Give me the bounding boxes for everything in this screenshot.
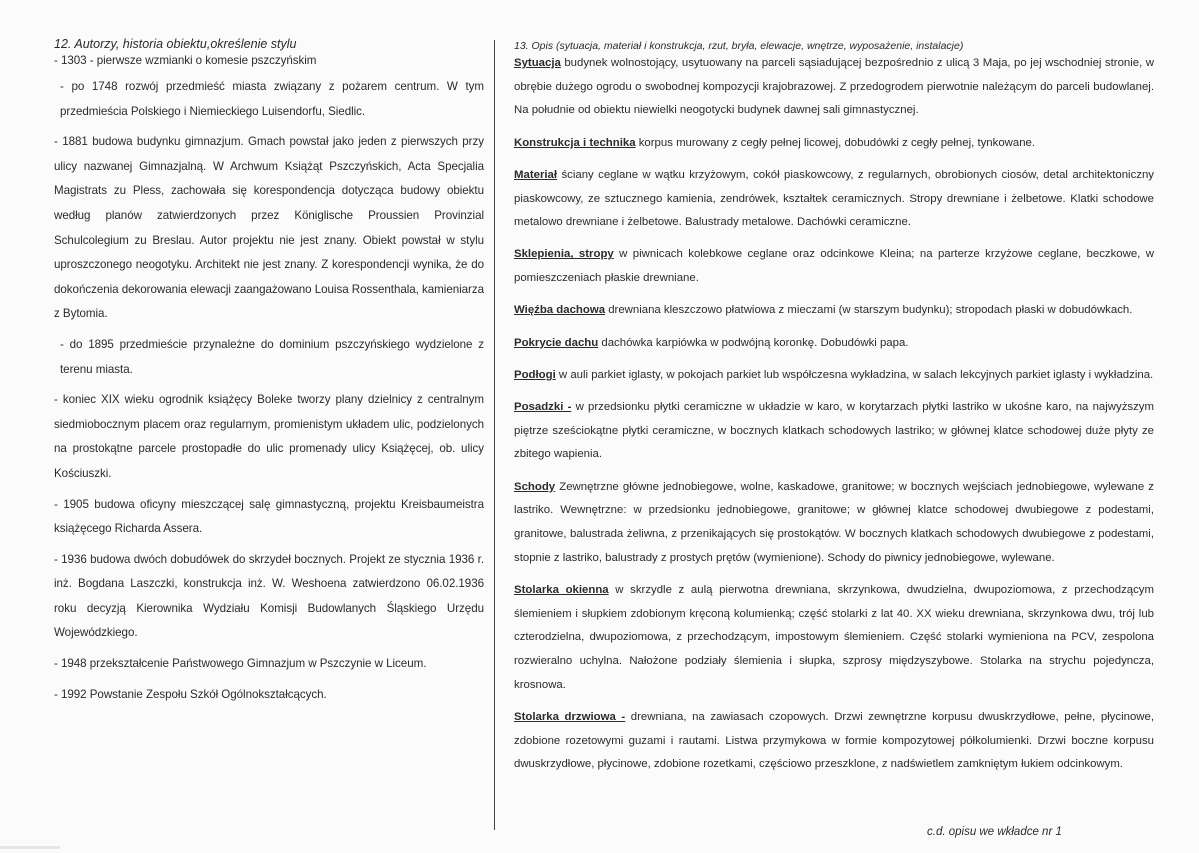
history-entry: - 1881 budowa budynku gimnazjum. Gmach powstał jako jeden z pierwszych przy ulicy nazwanej Gimnazjalną. W Archwum Książąt Pszczyńskich, Acta Specjalia Magistrats zu Pless, zachowała się korespondencja dotycząca budowy obiektu według planów zatwierdzonych przez Königlische Proussien Provinzial Schulcolegium zu Breslau. Autor projektu nie jest znany. Obiekt powstał w stylu uproszczonego neogotyku. Architekt nie jest znany. Z korespondencji wynika, że do dokończenia dekorowania elewacji zaangażowano Louisa Rossenthala, kamieniarza z Bytomia. [54, 135, 484, 321]
section-term: Materiał [514, 168, 558, 181]
section-term: Stolarka drzwiowa - [514, 710, 626, 723]
section-text: budynek wolnostojący, usytuowany na parceli sąsiadującej bezpośrednio z ulicą 3 Maja, po jej wschodniej stronie, w obrębie dużego ogrodu o swobodnej kompozycji krajobrazowej. Z przedogrodem pierwotnie należącym do parceli budowlanej. Na południe od obiektu niewielki neogotycki budynek dawnej sali gimnastycznej. [514, 57, 1154, 117]
history-entry: - po 1748 rozwój przedmieść miasta związany z pożarem centrum. W tym przedmieścia Polskiego i Niemieckiego Luisendorfu, Siedlic. [60, 80, 484, 118]
section-text: ściany ceglane w wątku krzyżowym, cokół piaskowcowy, z regularnych, obrobionych ciosów, detal architektoniczny piaskowcowy, ze sztucznego kamienia, zendrówek, kształtek ceramicznych. Stropy drewniane i żelbetowe. Klatki schodowe metalowo drewniane i żelbetowe. Balustrady metalowe. Dachówki ceramiczne. [514, 168, 1154, 229]
scan-edge-mark [0, 846, 60, 849]
description-section-sklepienia [514, 243, 1154, 290]
description-section-schody [514, 476, 1154, 571]
section-term: Stolarka okienna [514, 583, 609, 596]
section-term: Sytuacja [514, 57, 561, 69]
section-text: korpus murowany z cegły pełnej licowej, dobudówki z cegły pełnej, tynkowane. [635, 136, 1036, 149]
history-entry: - 1905 budowa oficyny mieszczącej salę gimnastyczną, projektu Kreisbaumeistra książęcego Richarda Assera. [54, 497, 484, 536]
section-text: w auli parkiet iglasty, w pokojach parkiet lub współczesna wykładzina, w salach lekcyjnych parkiet iglasty i wykładzina. [555, 368, 1154, 381]
section-term: Podłogi [514, 368, 556, 381]
description-section-posadzki [514, 396, 1154, 467]
section-term: Schody [514, 480, 556, 493]
section-term: Pokrycie dachu [514, 336, 599, 349]
description-column [514, 40, 1154, 785]
column-divider [494, 40, 495, 830]
description-section-sytuacja [514, 52, 1154, 123]
description-section-stolarka-okienna [514, 579, 1154, 698]
description-section-material [514, 164, 1154, 235]
section-term: Więźba dachowa [514, 304, 606, 317]
description-section-stolarka-drzwiowa [514, 706, 1154, 777]
section-term: Sklepienia, stropy [514, 248, 614, 261]
section-text: w przedsionku płytki ceramiczne w układzie w karo, w korytarzach płytki lastriko w ukośne karo, na najwyższym piętrze sześciokątne płytki ceramiczne, w bocznych klatkach schodowych lastriko; w głównej klatce schodowej duże płyty ze zbitego wapienia. [514, 400, 1154, 461]
section-text: drewniana kleszczowo płatwiowa z mieczami (w starszym budynku); stropodach płaski w dobudówkach. [605, 304, 1133, 317]
history-heading: 12. Autorzy, historia obiektu,określenie stylu [54, 37, 297, 51]
history-entry: - 1936 budowa dwóch dobudówek do skrzydeł bocznych. Projekt ze stycznia 1936 r. inż. Bogdana Laszczki, konstrukcja inż. W. Weshoena zatwierdzono 06.02.1936 roku decyzją Kierownika Wydziału Komisji Budowlanych Śląskiego Urzędu Wojewódzkiego. [54, 552, 484, 640]
history-entry: - 1303 - pierwsze wzmianki o komesie pszczyńskim [54, 54, 317, 67]
continuation-note: c.d. opisu we wkładce nr 1 [927, 826, 1062, 838]
history-column [54, 36, 484, 713]
description-section-pokrycie [514, 332, 1154, 356]
description-heading: 13. Opis (sytuacja, materiał i konstrukcja, rzut, bryła, elewacje, wnętrze, wyposażenie, instalacje) [514, 40, 964, 52]
description-section-podlogi [514, 364, 1154, 388]
section-text: w skrzydle z aulą pierwotna drewniana, skrzynkowa, dwudzielna, dwupoziomowa, z przechodzącym ślemieniem i słupkiem zdobionym kręconą kolumienką; część stolarki z lat 40. XX wieku drewniana, skrzynkowa dwu, trój lub czterodzielna, dwupoziomowa, z przechodzącym, impostowym ślemieniem. Część stolarki wymieniona na PCV, zespolona rozwieralno uchylna. Nałożone podziały ślemienia i słupka, szprosy międzyszybowe. Stolarka na strychu pojedyncza, krosnowa. [514, 583, 1154, 691]
history-entry: - koniec XIX wieku ogrodnik książęcy Boleke tworzy plany dzielnicy z centralnym siedmiobocznym placem oraz regularnym, promienistym układem ulic, podzielonych na prostokątne parcele prostopadłe do ulic promenady ulicy Książęcej, ob. ulicy Kościuszki. [54, 393, 484, 480]
section-term: Posadzki - [514, 400, 572, 413]
history-entry: - 1948 przekształcenie Państwowego Gimnazjum w Pszczynie w Liceum. [54, 657, 427, 671]
section-text: dachówka karpiówka w podwójną koronkę. Dobudówki papa. [598, 336, 909, 349]
section-text: w piwnicach kolebkowe ceglane oraz odcinkowe Kleina; na parterze krzyżowe ceglane, beczkowe, w pomieszczeniach płaskie drewniane. [514, 248, 1154, 285]
section-text: drewniana, na zawiasach czopowych. Drzwi zewnętrzne korpusu dwuskrzydłowe, pełne, płycinowe, zdobione rozetowymi guzami i rautami. Listwa przymykowa w formie kompozytowej półkolumienki. Drzwi boczne korpusu dwuskrzydłowe, płycinowe, zdobione rozetkami, częściowo przeszklone, z nadświetlem zamkniętym łukiem odcinkowym. [514, 710, 1154, 771]
history-entry: - do 1895 przedmieście przynależne do dominium pszczyńskiego wydzielone z terenu miasta. [60, 337, 484, 376]
description-section-konstrukcja [514, 132, 1154, 156]
description-section-wiezba [514, 299, 1154, 323]
section-text: Zewnętrzne główne jednobiegowe, wolne, kaskadowe, granitowe; w bocznych wejściach jednobiegowe, wylewane z lastriko. Wewnętrzne: w przedsionku jednobiegowe, granitowe; w głównej klatce schodowej dwubiegowe z podestami, granitowe, balustrada żeliwna, z przenikających się prostokątów. W bocznych klatkach schodowych dwubiegowe z podestami, stopnie z lastriko, balustrady z prostych prętów (wymienione). Schody do piwnicy jednobiegowe, wylewane. [514, 480, 1154, 564]
section-term: Konstrukcja i technika [514, 136, 636, 149]
history-entry: - 1992 Powstanie Zespołu Szkół Ogólnokształcących. [54, 687, 327, 701]
